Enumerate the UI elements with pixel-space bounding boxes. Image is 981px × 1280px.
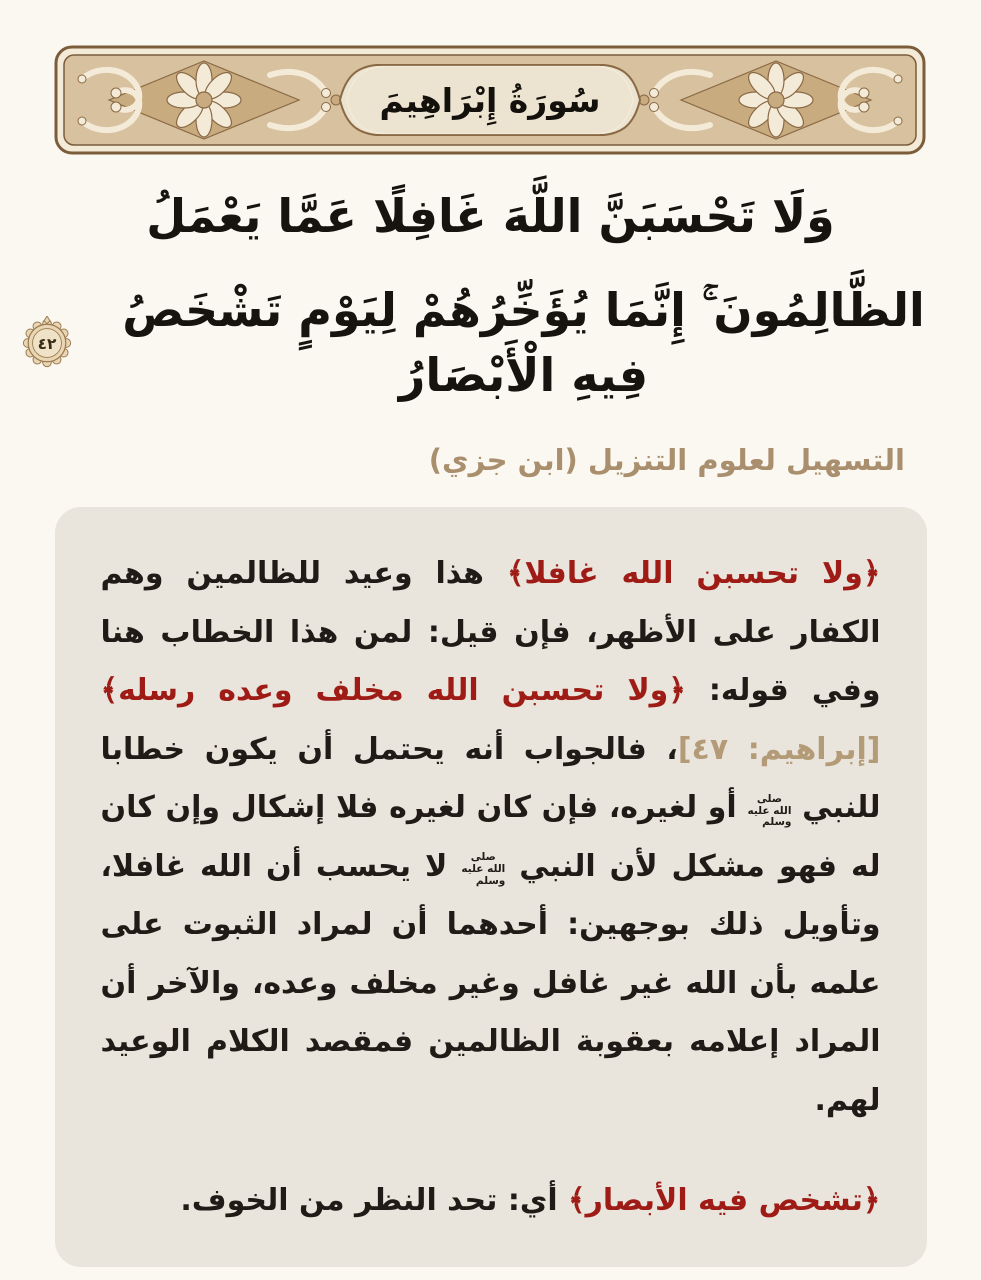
commentary-paragraph <box>101 1172 881 1231</box>
commentary-segment-honorific: صلى الله عليه وسلم <box>461 851 506 887</box>
verse-line-2: الظَّالِمُونَ ۚ إِنَّمَا يُؤَخِّرُهُمْ لِيَوْمٍ تَشْخَصُ فِيهِ الْأَبْصَارُ <box>122 283 925 402</box>
commentary-segment-body: هذا وعيد للظالمين وهم الكفار على الأظهر، فإن قيل: لمن هذا الخطاب هنا وفي قوله: <box>100 556 881 709</box>
verse-text <box>0 181 981 407</box>
commentary-segment-quote: ﴿ولا تحسبن الله مخلف وعده رسله﴾ <box>100 673 686 709</box>
surah-banner-ornament-icon <box>54 45 926 155</box>
commentary-segment-body: أي: تحد النظر من الخوف. <box>180 1183 569 1219</box>
surah-title: سُورَةُ إِبْرَاهِيمَ <box>379 81 601 120</box>
commentary-paragraph <box>101 545 881 1130</box>
surah-header-banner <box>0 0 981 155</box>
commentary-segment-body: أو لغيره، فإن كان لغيره فلا إشكال وإن كان له فهو مشكل لأن النبي <box>100 790 881 884</box>
commentary-segment-honorific: صلى الله عليه وسلم <box>747 792 792 829</box>
commentary-segment-quote: ﴿تشخص فيه الأبصار﴾ <box>568 1183 881 1219</box>
surah-title-cartouche <box>331 65 649 135</box>
commentary-segment-body: ، فالجواب أنه يحتمل أن يكون خطابا للنبي <box>100 731 881 826</box>
tafsir-commentary-card <box>55 507 927 1267</box>
ayah-end-marker-icon <box>20 316 74 370</box>
verse-line-1: وَلَا تَحْسَبَنَّ اللَّهَ غَافِلًا عَمَّا يَعْمَلُ <box>146 189 835 243</box>
banner-ornament-right <box>78 61 331 139</box>
commentary-segment-quote: ﴿ولا تحسبن الله غافلا﴾ <box>506 556 881 592</box>
commentary-segment-body: لا يحسب أن الله غافلا، وتأويل ذلك بوجهين: أحدهما أن لمراد الثبوت على علمه بأن الله غير غافل وغير مخلف وعده، والآخر أن المراد إعلامه بعقوبة الظالمين فمقصد الكلام الوعيد لهم. <box>100 848 881 1118</box>
banner-ornament-left <box>650 61 903 139</box>
commentary-segment-ref: [إبراهيم: ٤٧] <box>677 731 881 767</box>
ayah-number: ٤٢ <box>37 334 57 353</box>
tafsir-source-title: التسهيل لعلوم التنزيل (ابن جزي) <box>428 443 905 478</box>
